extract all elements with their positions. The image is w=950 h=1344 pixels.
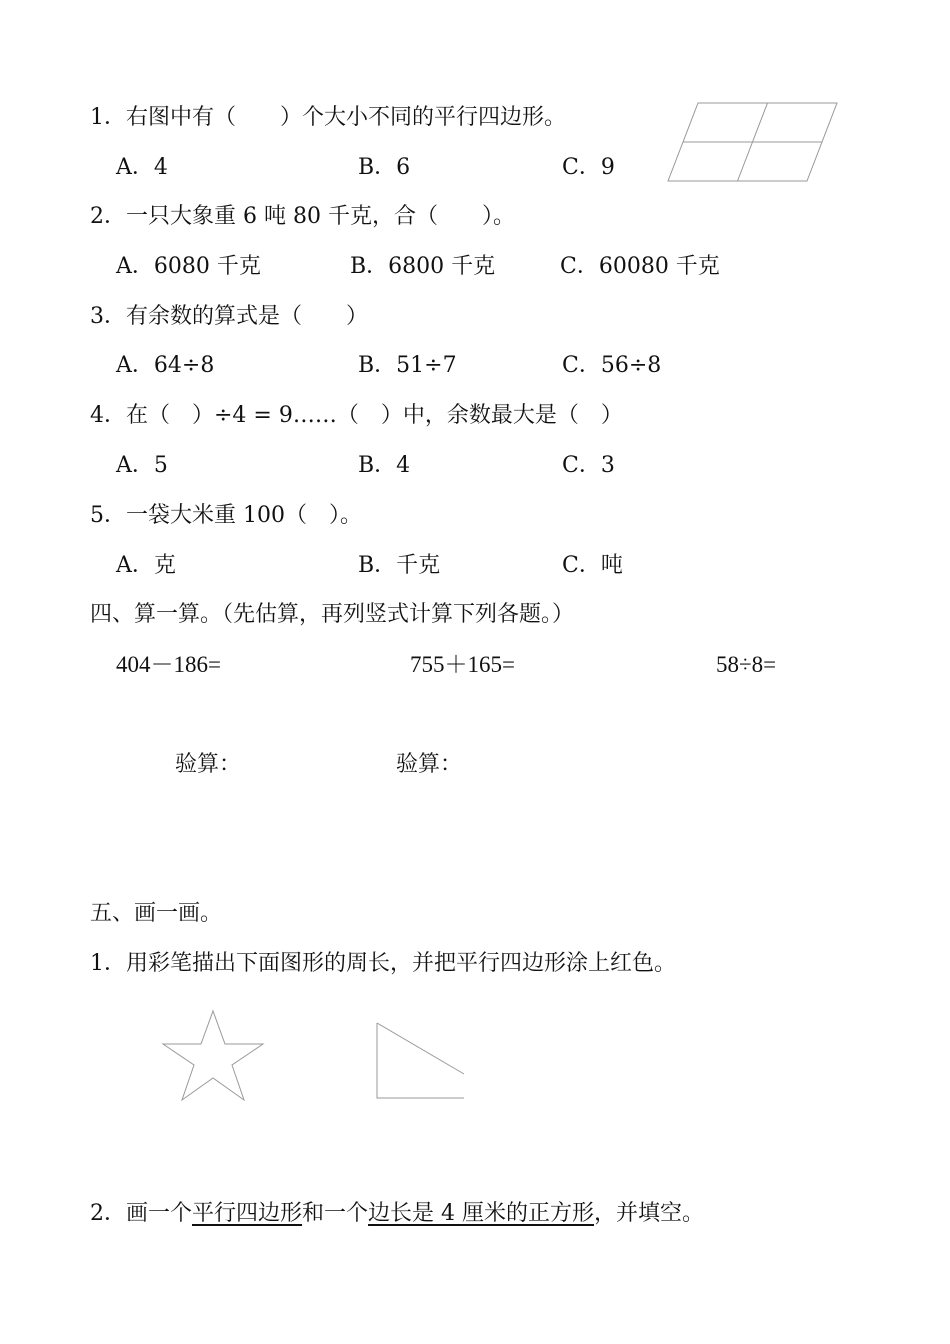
question-4-option-a[interactable]: A．5 — [116, 453, 168, 478]
q2-suffix: ，并填空。 — [594, 1201, 705, 1226]
section-5-heading: 五、画一画。 — [90, 901, 223, 926]
question-3-option-a[interactable]: A．64÷8 — [116, 353, 215, 378]
question-1-option-a[interactable]: A．4 — [116, 155, 168, 180]
section-5-question-2 — [90, 1200, 704, 1228]
section-4-heading: 四、算一算。（先估算，再列竖式计算下列各题。） — [90, 602, 575, 627]
check-label-1: 验算： — [175, 752, 242, 777]
question-3-option-b[interactable]: B．51÷7 — [358, 353, 457, 378]
star-figure — [160, 1010, 266, 1102]
question-2-option-b[interactable]: B．6800 千克 — [350, 254, 496, 279]
parallelogram-grid-figure — [668, 102, 838, 182]
question-1-stem: 1．右图中有（ ）个大小不同的平行四边形。 — [90, 105, 566, 130]
calc-exercise-2: 755＋165= — [410, 652, 515, 677]
question-2-option-a[interactable]: A．6080 千克 — [116, 254, 261, 279]
q2-mid: 和一个 — [302, 1201, 369, 1226]
question-1-option-c[interactable]: C．9 — [562, 155, 615, 180]
question-3-stem: 3．有余数的算式是（ ） — [90, 304, 368, 329]
question-5-option-b[interactable]: B．千克 — [358, 553, 441, 578]
q2-prefix: 2．画一个 — [90, 1201, 192, 1226]
question-5-option-a[interactable]: A．克 — [116, 553, 176, 578]
check-label-2: 验算： — [396, 752, 463, 777]
question-4-option-b[interactable]: B．4 — [358, 453, 411, 478]
question-4-option-c[interactable]: C．3 — [562, 453, 615, 478]
q2-underlined-parallelogram: 平行四边形 — [192, 1201, 303, 1226]
question-2-stem: 2．一只大象重 6 吨 80 千克，合（ ）。 — [90, 204, 515, 229]
calc-exercise-3: 58÷8= — [716, 652, 777, 677]
right-triangle-figure — [376, 1022, 466, 1100]
question-1-option-b[interactable]: B．6 — [358, 155, 411, 180]
section-5-question-1: 1．用彩笔描出下面图形的周长，并把平行四边形涂上红色。 — [90, 951, 676, 976]
question-2-option-c[interactable]: C．60080 千克 — [560, 254, 720, 279]
question-4-stem: 4．在（ ）÷4 = 9……（ ）中，余数最大是（ ） — [90, 403, 623, 428]
question-3-option-c[interactable]: C．56÷8 — [562, 353, 662, 378]
q2-underlined-square: 边长是 4 厘米的正方形 — [368, 1201, 595, 1226]
question-5-option-c[interactable]: C．吨 — [562, 553, 623, 578]
calc-exercise-1: 404－186= — [116, 652, 221, 677]
question-5-stem: 5．一袋大米重 100（ ）。 — [90, 503, 362, 528]
